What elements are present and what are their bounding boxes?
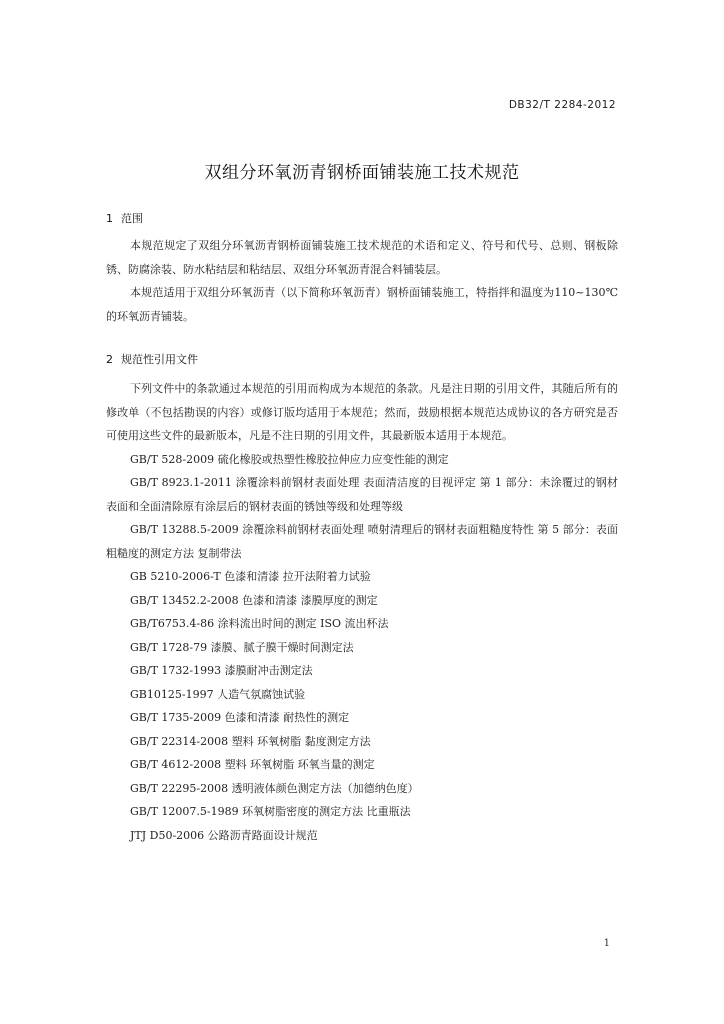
- section-heading-normative-references: [106, 351, 198, 367]
- reference-item: GB/T 22295-2008 透明液体颜色测定方法（加德纳色度）: [130, 781, 419, 795]
- section-title: 规范性引用文件: [121, 353, 198, 366]
- reference-item: GB/T 1728-79 漆膜、腻子膜干燥时间测定法: [130, 640, 354, 654]
- reference-item: GB/T 13288.5-2009 涂覆涂料前钢材表面处理 喷射清理后的钢材表面粗糙度特性 第 5 部分：表面粗糙度的测定方法 复制带法: [106, 523, 618, 560]
- reference-item: GB10125-1997 人造气氛腐蚀试验: [130, 687, 306, 701]
- reference-item: GB/T 12007.5-1989 环氧树脂密度的测定方法 比重瓶法: [130, 805, 411, 818]
- reference-item: GB 5210-2006-T 色漆和清漆 拉开法附着力试验: [130, 570, 371, 583]
- reference-item: GB/T 13452.2-2008 色漆和清漆 漆膜厚度的测定: [130, 593, 378, 607]
- paragraph: 本规范适用于双组分环氧沥青（以下简称环氧沥青）钢桥面铺装施工，特指拌和温度为110~130℃的环氧沥青铺装。: [106, 286, 618, 323]
- section-body-scope: [106, 234, 618, 328]
- reference-item: GB/T 1735-2009 色漆和清漆 耐热性的测定: [130, 711, 350, 724]
- page-number: 1: [603, 938, 610, 949]
- paragraph: 下列文件中的条款通过本规范的引用而构成为本规范的条款。凡是注日期的引用文件，其随后所有的修改单（不包括勘误的内容）或修订版均适用于本规范；然而，鼓励根据本规范达成协议的各方研究是否可使用这些文件的最新版本，凡是不注日期的引用文件，其最新版本适用于本规范。: [106, 382, 618, 442]
- reference-item: GB/T 22314-2008 塑料 环氧树脂 黏度测定方法: [130, 734, 371, 748]
- section-title: 范围: [121, 212, 143, 225]
- reference-item: GB/T 4612-2008 塑料 环氧树脂 环氧当量的测定: [130, 758, 375, 771]
- reference-item: GB/T 528-2009 硫化橡胶或热塑性橡胶拉伸应力应变性能的测定: [130, 452, 449, 466]
- section-number: 1: [106, 212, 113, 225]
- reference-item: GB/T6753.4-86 涂料流出时间的测定 ISO 流出杯法: [130, 617, 389, 630]
- reference-item: JTJ D50-2006 公路沥青路面设计规范: [130, 828, 318, 842]
- reference-item: GB/T 8923.1-2011 涂覆涂料前钢材表面处理 表面清洁度的目视评定 第 1 部分：未涂覆过的钢材表面和全面清除原有涂层后的钢材表面的锈蚀等级和处理等级: [106, 476, 618, 513]
- section-number: 2: [106, 353, 113, 366]
- section-heading-scope: [106, 210, 143, 226]
- document-title: 双组分环氧沥青钢桥面铺装施工技术规范: [204, 163, 520, 183]
- section-body-normative-references: [106, 377, 618, 847]
- paragraph: 本规范规定了双组分环氧沥青钢桥面铺装施工技术规范的术语和定义、符号和代号、总则、钢板除锈、防腐涂装、防水粘结层和粘结层、双组分环氧沥青混合料铺装层。: [106, 239, 618, 276]
- reference-item: GB/T 1732-1993 漆膜耐冲击测定法: [130, 664, 313, 677]
- standard-code: DB32/T 2284-2012: [508, 99, 616, 111]
